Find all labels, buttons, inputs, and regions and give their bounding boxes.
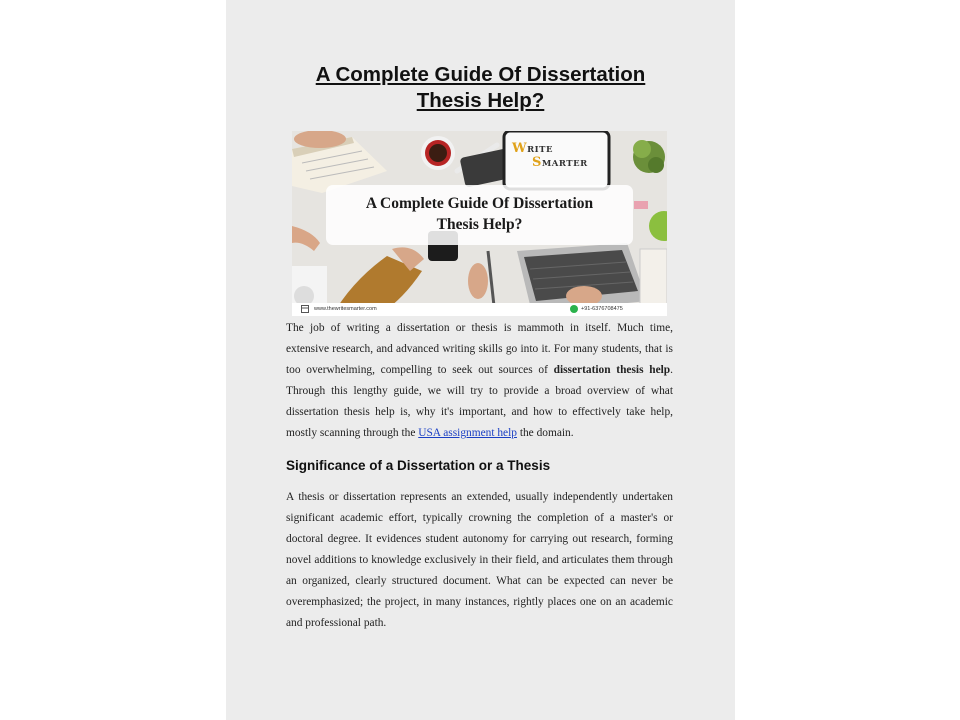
document-page [226, 0, 735, 720]
banner-card-line-1: A Complete Guide Of Dissertation [365, 195, 594, 212]
section-heading: Significance of a Dissertation or a Thesis [286, 458, 551, 473]
bold-keyword: dissertation thesis help [553, 364, 671, 376]
banner-image [292, 131, 667, 316]
phone-text: +91-6376708475 [581, 306, 623, 312]
title-line-2: Thesis Help? [416, 89, 545, 112]
website-text: www.thewritesmarter.com [314, 306, 377, 312]
coffee-cup-shape [421, 136, 455, 170]
banner-footer [292, 303, 667, 316]
banner-title-card [326, 185, 633, 245]
usa-assignment-help-link[interactable]: USA assignment help [418, 427, 517, 439]
website-icon [301, 305, 309, 313]
brand-line-1: WRITE [512, 141, 553, 156]
significance-paragraph: A thesis or dissertation represents an extended, usually independently undertaken significant academic effort, typically crowning the completion of a master's or doctoral degree. It evidences student autonomy for carrying out research, forming novel additions to knowledge exclusively in their field, and articulates them through an organized, clearly structured document. What can be expected can never be overemphasized; the project, in many instances, rightly places one on an academic and professional path. [286, 491, 673, 629]
whatsapp-icon [570, 305, 578, 313]
brand-line-2: SMARTER [532, 155, 588, 170]
brand-logo [512, 137, 602, 170]
banner-card-line-2: Thesis Help? [436, 216, 523, 233]
intro-paragraph: The job of writing a dissertation or thesis is mammoth in itself. Much time, extensive research, and advanced writing skills go into it. For many students, that is too overwhelming, compelling to seek out sources of dissertation thesis help. Through this lengthy guide, we will try to provide a broad overview of what dissertation thesis help is, why it's important, and how to effectively take help, mostly scanning through the USA assignment help the domain. [286, 322, 673, 439]
page-title [226, 62, 735, 114]
title-line-1: A Complete Guide Of Dissertation [315, 63, 646, 86]
